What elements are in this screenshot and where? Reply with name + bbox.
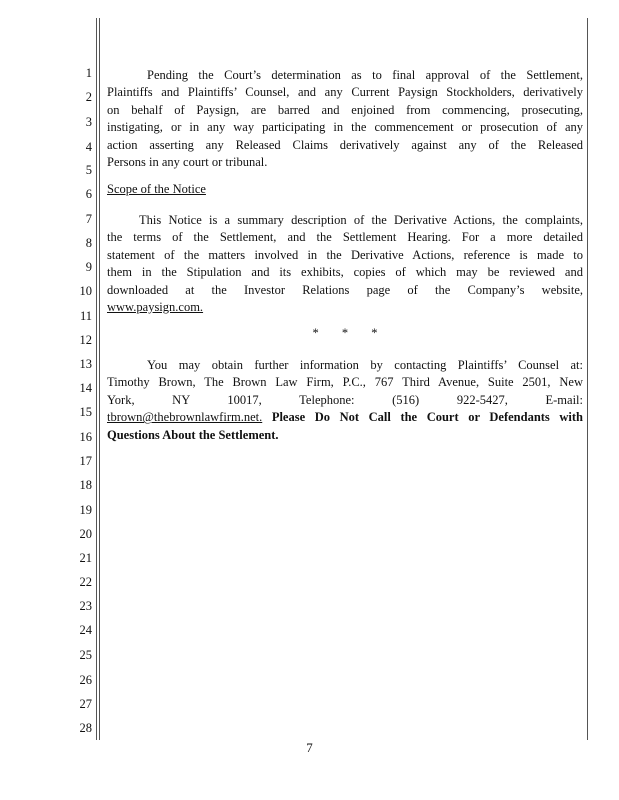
line-number: 20 [79, 527, 92, 541]
separator-star: * [312, 326, 319, 340]
line-number: 10 [79, 284, 92, 298]
paragraph-scope [107, 212, 583, 316]
line-number: 13 [79, 357, 92, 371]
text-line: Plaintiffs and Plaintiffs’ Counsel, and any Current Paysign Stockholders, derivatively [107, 85, 583, 100]
line-number: 27 [79, 697, 92, 711]
bold-warning: Please Do Not Call the Court or Defendants with [271, 410, 584, 425]
line-number: 12 [79, 333, 92, 347]
bold-warning-cont: Questions About the Settlement. [107, 427, 279, 442]
line-number: 18 [79, 478, 92, 492]
left-margin-rule-inner [99, 18, 100, 740]
line-number: 11 [79, 309, 92, 323]
line-number: 7 [85, 212, 92, 226]
text-line: instigating, or in any way participating in the commencement or prosecution of any [107, 120, 583, 135]
line-number: 17 [79, 454, 92, 468]
text-line: on behalf of Paysign, are barred and enjoined from commencing, prosecuting, [107, 102, 583, 117]
separator-star: * [371, 326, 378, 340]
text-line: downloaded at the Investor Relations page of the Company’s website, [107, 282, 583, 297]
text-line: Persons in any court or tribunal. [107, 155, 268, 170]
line-number: 22 [79, 575, 92, 589]
line-number: 28 [79, 721, 92, 735]
right-margin-rule [587, 18, 588, 740]
line-number: 5 [85, 163, 92, 177]
text-line: them in the Stipulation and its exhibits, copies of which may be reviewed and [107, 265, 583, 280]
line-number: 14 [79, 381, 92, 395]
text-line [107, 409, 583, 426]
section-heading [107, 181, 583, 198]
text-line: Pending the Court’s determination as to final approval of the Settlement, [147, 68, 583, 82]
line-number: 23 [79, 599, 92, 613]
page-number: 7 [306, 740, 313, 755]
line-number: 1 [85, 66, 92, 80]
email-link[interactable]: tbrown@thebrownlawfirm.net. [107, 410, 263, 425]
line-number: 3 [85, 115, 92, 129]
text-line: action asserting any Released Claims derivatively against any of the Released [107, 137, 583, 152]
line-number: 19 [79, 503, 92, 517]
line-number: 24 [79, 623, 92, 637]
text-line: This Notice is a summary description of the Derivative Actions, the complaints, [139, 213, 583, 227]
line-number: 9 [85, 260, 92, 274]
text-line: the terms of the Settlement, and the Settlement Hearing. For a more detailed [107, 230, 583, 245]
text-line: York, NY 10017, Telephone: (516) 922-5427, E-mail: [107, 392, 583, 407]
line-number: 25 [79, 648, 92, 662]
text-line: Timothy Brown, The Brown Law Firm, P.C., 767 Third Avenue, Suite 2501, New [107, 375, 583, 390]
line-number: 16 [79, 430, 92, 444]
line-number: 21 [79, 551, 92, 565]
paragraph-contact [107, 357, 583, 444]
line-number: 15 [79, 405, 92, 419]
separator-star: * [341, 326, 349, 340]
line-number: 2 [85, 90, 92, 104]
section-separator [107, 326, 583, 341]
line-number: 6 [85, 187, 92, 201]
website-link[interactable]: www.paysign.com. [107, 300, 204, 315]
paragraph-injunction [107, 67, 583, 171]
line-number: 8 [85, 236, 92, 250]
line-number: 26 [79, 673, 92, 687]
scope-heading: Scope of the Notice [107, 182, 206, 196]
text-line: You may obtain further information by contacting Plaintiffs’ Counsel at: [147, 358, 583, 372]
line-number: 4 [85, 140, 92, 154]
left-margin-rule [96, 18, 97, 740]
text-line: statement of the matters involved in the Derivative Actions, reference is made to [107, 247, 583, 262]
